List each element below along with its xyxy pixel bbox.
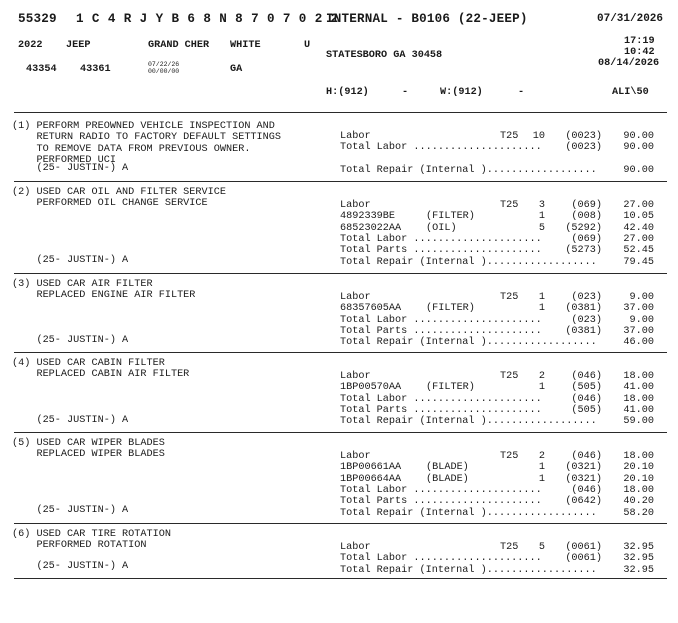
line-item-amount: 37.00: [623, 325, 654, 337]
line-item-amount: 18.00: [623, 484, 654, 496]
section-divider: [14, 112, 667, 113]
line-item-label: 1BP00570AA: [340, 382, 402, 394]
line-item-cost: (046): [571, 484, 602, 496]
time-in: 17:19: [624, 36, 655, 47]
job-technician: (25- JUSTIN-) A: [12, 255, 129, 266]
job-description-line: PERFORMED OIL CHANGE SERVICE: [12, 198, 208, 210]
line-item-label: Total Labor .....................: [340, 233, 542, 245]
promise-date: 08/14/2026: [598, 58, 660, 69]
labor-code: T25: [500, 292, 519, 303]
line-item-label: Labor: [340, 371, 371, 382]
line-item-cost: (0381): [565, 303, 602, 315]
line-item-qty: 10: [532, 131, 545, 142]
vehicle-model: GRAND CHER: [148, 40, 210, 51]
line-item-cost: (046): [571, 371, 602, 382]
job-description-line: (4) USED CAR CABIN FILTER: [12, 358, 165, 369]
line-item-amount: 40.20: [623, 496, 654, 508]
line-item-cost: (0321): [565, 473, 602, 485]
line-item-cost: (0642): [565, 496, 602, 508]
job-technician: (25- JUSTIN-) A: [12, 505, 129, 516]
section-divider: [14, 432, 667, 433]
line-item-type: (FILTER): [426, 211, 475, 223]
line-item-cost: (046): [571, 451, 602, 462]
line-item-cost: (5292): [565, 222, 602, 234]
labor-code: T25: [500, 131, 519, 142]
line-item-qty: 1: [538, 303, 545, 315]
line-item-cost: (0381): [565, 325, 602, 337]
line-item-label: Total Parts .....................: [340, 496, 542, 508]
line-item-label: Labor: [340, 131, 371, 142]
line-item-amount: 41.00: [623, 382, 654, 394]
line-item-cost: (0023): [565, 142, 602, 154]
line-item-cost: (069): [571, 200, 602, 211]
vehicle-flag: U: [304, 40, 311, 51]
line-item-label: 1BP00661AA: [340, 462, 402, 474]
state-code: GA: [230, 64, 243, 75]
line-item-cost: (008): [571, 211, 602, 223]
vehicle-color: WHITE: [230, 40, 261, 51]
line-item-type: (BLADE): [426, 473, 469, 485]
line-item-amount: 32.95: [623, 542, 654, 553]
labor-code: T25: [500, 542, 519, 553]
header-date: 07/31/2026: [597, 13, 664, 25]
line-item-amount: 20.10: [623, 473, 654, 485]
line-item-cost: (505): [571, 382, 602, 394]
line-item-label: Total Repair (Internal )..................: [340, 337, 597, 349]
line-item-qty: 2: [538, 371, 545, 382]
line-item-amount: 18.00: [623, 371, 654, 382]
job-description-line: RETURN RADIO TO FACTORY DEFAULT SETTINGS: [12, 132, 281, 144]
line-item-label: Total Parts .....................: [340, 325, 542, 337]
job-technician: (25- JUSTIN-) A: [12, 415, 129, 426]
job-technician: (25- JUSTIN-) A: [12, 163, 129, 174]
home-phone-dash: -: [402, 87, 409, 98]
line-item-label: 68357605AA: [340, 303, 402, 315]
document-title: INTERNAL - B0106 (22-JEEP): [326, 12, 528, 26]
line-item-label: Total Parts .....................: [340, 404, 542, 416]
service-advisor: ALI\50: [612, 87, 649, 98]
line-item-cost: (069): [571, 233, 602, 245]
work-phone: W:(912): [440, 87, 483, 98]
line-item-qty: 5: [538, 542, 545, 553]
line-item-type: (OIL): [426, 222, 457, 234]
line-item-label: Total Repair (Internal )..................: [340, 564, 597, 576]
line-item-amount: 27.00: [623, 233, 654, 245]
section-divider: [14, 352, 667, 353]
line-item-label: Total Labor .....................: [340, 314, 542, 326]
job-description-line: TO REMOVE DATA FROM PREVIOUS OWNER.: [12, 143, 251, 155]
customer-location: STATESBORO GA 30458: [326, 50, 443, 61]
line-item-amount: 90.00: [623, 131, 654, 142]
line-item-cost: (505): [571, 404, 602, 416]
job-description-line: REPLACED WIPER BLADES: [12, 449, 165, 461]
line-item-amount: 90.00: [623, 142, 654, 154]
line-item-label: Total Labor .....................: [340, 142, 542, 154]
line-item-label: Total Repair (Internal )..................: [340, 256, 597, 268]
line-item-amount: 37.00: [623, 303, 654, 315]
line-item-qty: 1: [538, 462, 545, 474]
job-description-line: (2) USED CAR OIL AND FILTER SERVICE: [12, 187, 226, 198]
home-phone: H:(912): [326, 87, 369, 98]
section-divider: [14, 181, 667, 182]
line-item-amount: 9.00: [629, 292, 654, 303]
line-item-cost: (0061): [565, 542, 602, 553]
line-item-label: Total Repair (Internal )..................: [340, 416, 597, 428]
mileage-out: 43361: [80, 64, 111, 75]
time-out: 10:42: [624, 47, 655, 58]
line-item-label: Total Labor .....................: [340, 553, 542, 565]
section-divider: [14, 273, 667, 274]
line-item-amount: 32.95: [623, 564, 654, 576]
line-item-label: Total Labor .....................: [340, 393, 542, 405]
line-item-amount: 58.20: [623, 507, 654, 519]
section-divider: [14, 578, 667, 579]
job-description-line: PERFORMED UCI: [12, 154, 116, 166]
line-item-amount: 10.05: [623, 211, 654, 223]
line-item-cost: (0061): [565, 553, 602, 565]
line-item-amount: 32.95: [623, 553, 654, 565]
line-item-amount: 90.00: [623, 164, 654, 176]
line-item-cost: (5273): [565, 245, 602, 257]
job-description-line: (3) USED CAR AIR FILTER: [12, 279, 153, 290]
line-item-amount: 59.00: [623, 416, 654, 428]
line-item-amount: 42.40: [623, 222, 654, 234]
line-item-label: Labor: [340, 451, 371, 462]
small-date-1: 07/22/26: [148, 61, 180, 68]
line-item-amount: 79.45: [623, 256, 654, 268]
line-item-label: 4892339BE: [340, 211, 396, 223]
line-item-type: (BLADE): [426, 462, 469, 474]
job-description-line: (6) USED CAR TIRE ROTATION: [12, 529, 171, 540]
job-description-line: REPLACED CABIN AIR FILTER: [12, 369, 190, 381]
line-item-amount: 27.00: [623, 200, 654, 211]
line-item-label: Labor: [340, 292, 371, 303]
line-item-amount: 18.00: [623, 451, 654, 462]
vin-number: 1 C 4 R J Y B 6 8 N 8 7 0 7 0 2 2: [76, 12, 339, 26]
line-item-amount: 9.00: [629, 314, 654, 326]
line-item-cost: (0023): [565, 131, 602, 142]
job-description-line: REPLACED ENGINE AIR FILTER: [12, 290, 196, 302]
job-technician: (25- JUSTIN-) A: [12, 561, 129, 572]
line-item-qty: 3: [538, 200, 545, 211]
line-item-amount: 20.10: [623, 462, 654, 474]
line-item-type: (FILTER): [426, 382, 475, 394]
line-item-cost: (046): [571, 393, 602, 405]
line-item-label: Labor: [340, 200, 371, 211]
labor-code: T25: [500, 451, 519, 462]
line-item-label: 1BP00664AA: [340, 473, 402, 485]
line-item-amount: 18.00: [623, 393, 654, 405]
job-description-line: (5) USED CAR WIPER BLADES: [12, 438, 165, 449]
vehicle-make: JEEP: [66, 40, 91, 51]
mileage-in: 43354: [26, 64, 57, 75]
line-item-qty: 1: [538, 211, 545, 223]
job-technician: (25- JUSTIN-) A: [12, 335, 129, 346]
job-description-line: (1) PERFORM PREOWNED VEHICLE INSPECTION AND: [12, 121, 275, 132]
line-item-amount: 41.00: [623, 404, 654, 416]
line-item-label: Total Labor .....................: [340, 484, 542, 496]
line-item-qty: 2: [538, 451, 545, 462]
line-item-qty: 5: [538, 222, 545, 234]
labor-code: T25: [500, 200, 519, 211]
line-item-cost: (0321): [565, 462, 602, 474]
line-item-amount: 46.00: [623, 337, 654, 349]
section-divider: [14, 523, 667, 524]
small-date-2: 00/00/00: [148, 68, 180, 75]
stock-number: 55329: [18, 12, 57, 26]
line-item-cost: (023): [571, 292, 602, 303]
line-item-cost: (023): [571, 314, 602, 326]
line-item-label: Total Parts .....................: [340, 245, 542, 257]
line-item-qty: 1: [538, 292, 545, 303]
line-item-label: Total Repair (Internal )..................: [340, 507, 597, 519]
job-description-line: PERFORMED ROTATION: [12, 540, 147, 552]
line-item-label: 68523022AA: [340, 222, 402, 234]
line-item-qty: 1: [538, 473, 545, 485]
line-item-label: Total Repair (Internal )..................: [340, 164, 597, 176]
work-phone-dash: -: [518, 87, 525, 98]
line-item-qty: 1: [538, 382, 545, 394]
line-item-amount: 52.45: [623, 245, 654, 257]
vehicle-year: 2022: [18, 40, 43, 51]
line-item-label: Labor: [340, 542, 371, 553]
labor-code: T25: [500, 371, 519, 382]
line-item-type: (FILTER): [426, 303, 475, 315]
